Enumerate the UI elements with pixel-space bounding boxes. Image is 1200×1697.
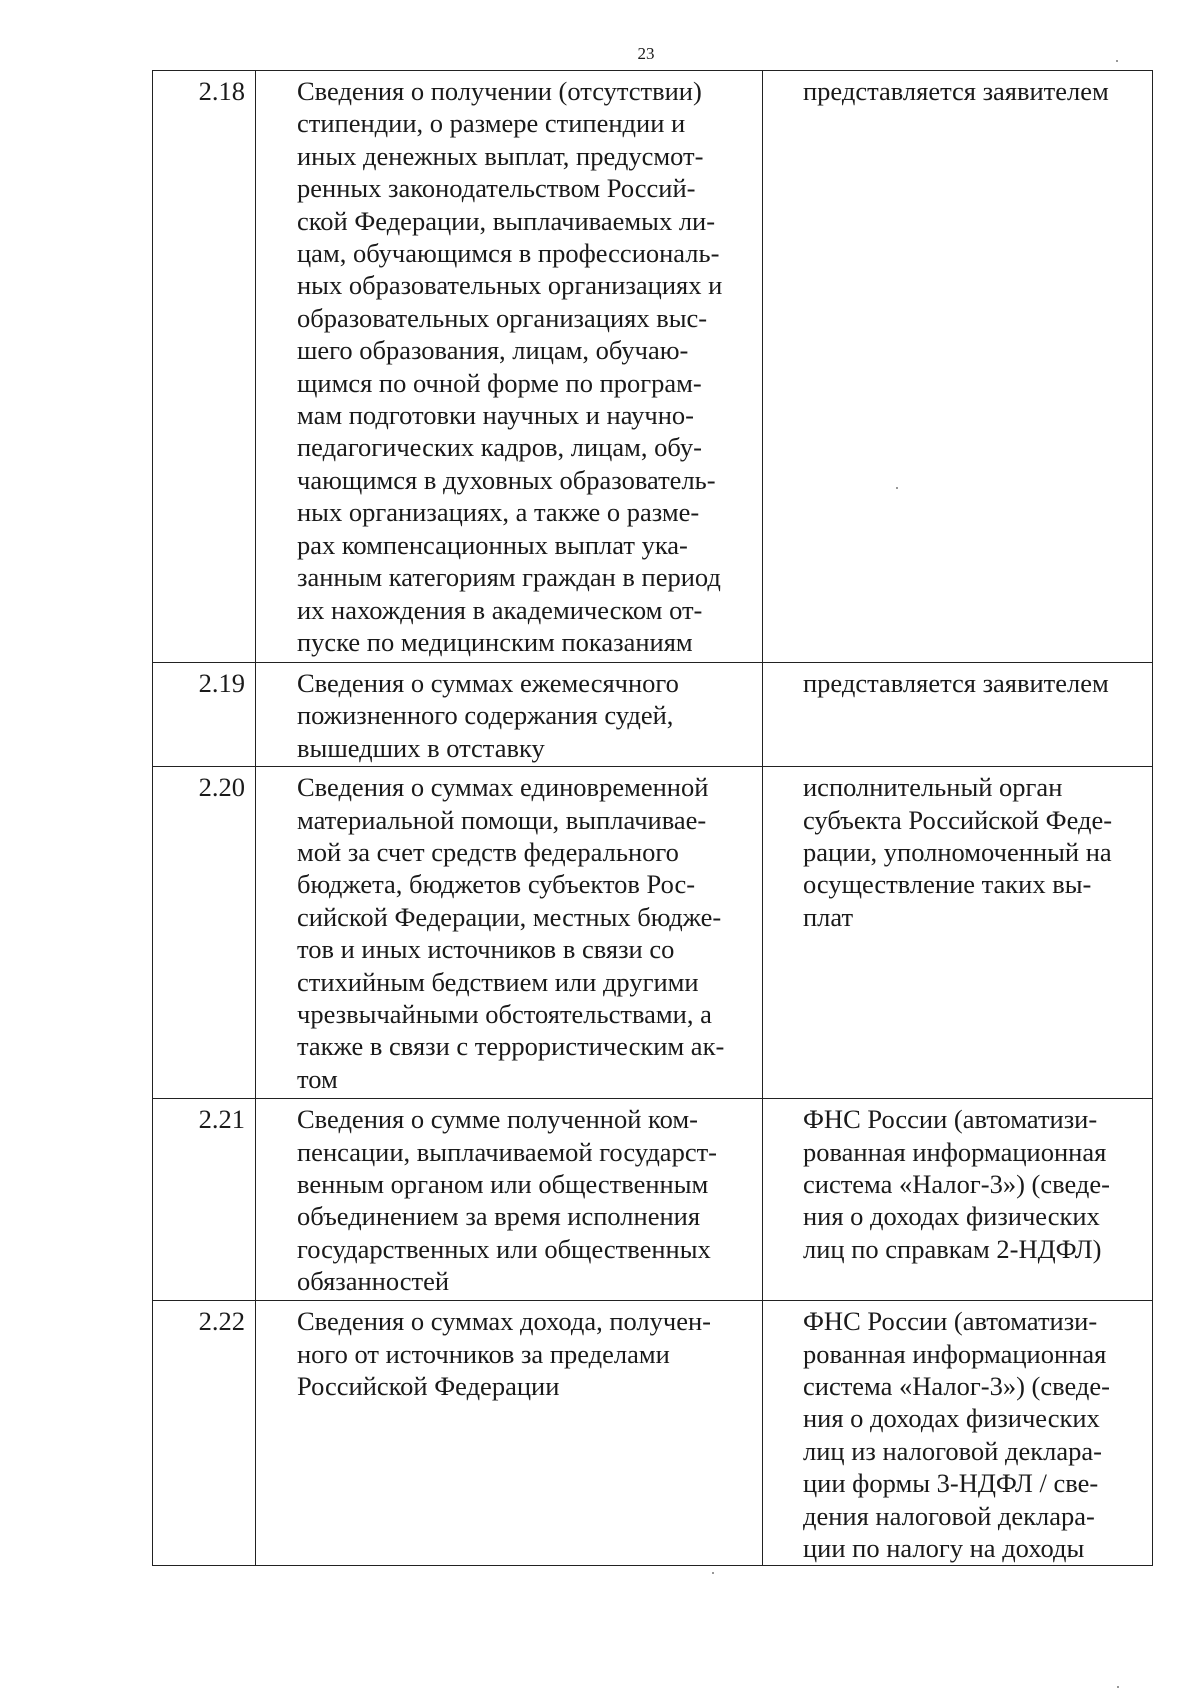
row-description [256,71,763,663]
text-line: бюджета, бюджетов субъектов Рос- [297,869,696,900]
scan-speck [896,487,898,489]
text-line: государственных или общественных [297,1233,711,1264]
text-line: стипендии, о размере стипендии и [297,108,686,139]
row-source [763,767,1153,1099]
row-source [763,663,1153,767]
text-line: обязанностей [297,1266,450,1297]
text-line: цам, обучающимся в профессиональ- [297,238,720,269]
text-line: чрезвычайными обстоятельствами, а [297,999,712,1030]
text-line: рах компенсационных выплат ука- [297,529,688,560]
text-line: ции формы 3-НДФЛ / све- [803,1468,1099,1499]
text-line: осуществление таких вы- [803,869,1092,900]
text-line: ния о доходах физических [803,1201,1100,1232]
text-line: Российской Федерации [297,1371,560,1402]
table-row [153,1301,1153,1566]
text-line: ской Федерации, выплачиваемых ли- [297,205,716,236]
text-line: иных денежных выплат, предусмот- [297,140,704,171]
text-line: также в связи с террористическим ак- [297,1031,725,1062]
text-line: мам подготовки научных и научно- [297,400,694,431]
text-line: венным органом или общественным [297,1169,709,1200]
text-line: занным категориям граждан в период [297,562,721,593]
text-line: представляется заявителем [803,668,1109,698]
text-line: рации, уполномоченный на [803,837,1112,868]
row-number: 2.20 [153,767,256,1099]
text-line: педагогических кадров, лицам, обу- [297,432,702,463]
text-line: Сведения о получении (отсутствии) [297,76,702,106]
text-line: ФНС России (автоматизи- [803,1104,1098,1135]
text-line: их нахождения в академическом от- [297,594,703,625]
table-row [153,663,1153,767]
row-source [763,1099,1153,1301]
text-line: рованная информационная [803,1136,1107,1167]
table-row [153,767,1153,1099]
row-description [256,663,763,767]
text-line: пенсации, выплачиваемой государст- [297,1136,717,1167]
text-line: сийской Федерации, местных бюдже- [297,901,722,932]
text-line: тов и иных источников в связи со [297,934,675,965]
text-line: Сведения о суммах единовременной [297,772,709,803]
text-line: ции по налогу на доходы [803,1533,1085,1564]
text-line: ния о доходах физических [803,1403,1100,1434]
row-number: 2.21 [153,1099,256,1301]
text-line: лиц из налоговой деклара- [803,1435,1102,1466]
table-row [153,1099,1153,1301]
row-description [256,767,763,1099]
row-number: 2.19 [153,663,256,767]
row-source [763,1301,1153,1566]
text-line: пуске по медицинским показаниям [297,626,693,657]
row-number: 2.18 [153,71,256,663]
row-source [763,71,1153,663]
text-line: система «Налог-3») (сведе- [803,1169,1110,1200]
text-line: плат [803,901,854,932]
text-line: субъекта Российской Феде- [803,804,1113,835]
text-line: представляется заявителем [803,76,1109,106]
text-line: том [297,1063,338,1094]
text-line: шего образования, лицам, обучаю- [297,335,689,366]
text-line: рованная информационная [803,1338,1107,1369]
data-sources-table [152,70,1153,1566]
text-line: стихийным бедствием или другими [297,966,699,997]
text-line: дения налоговой деклара- [803,1500,1095,1531]
text-line: Сведения о сумме полученной ком- [297,1104,698,1135]
text-line: образовательных организациях выс- [297,302,708,333]
text-line: исполнительный орган [803,772,1063,803]
text-line: ренных законодательством Россий- [297,173,696,204]
row-description [256,1099,763,1301]
text-line: ФНС России (автоматизи- [803,1306,1098,1337]
row-description [256,1301,763,1566]
text-line: пожизненного содержания судей, [297,700,674,731]
text-line: лиц по справкам 2-НДФЛ) [803,1233,1102,1264]
text-line: вышедших в отставку [297,732,545,763]
table-row [153,71,1153,663]
page-number: 23 [637,44,655,63]
text-line: объединением за время исполнения [297,1201,701,1232]
text-line: ных образовательных организациях и [297,270,723,301]
text-line: Сведения о суммах дохода, получен- [297,1306,711,1337]
text-line: материальной помощи, выплачивае- [297,804,707,835]
scan-speck [1116,60,1118,62]
text-line: мой за счет средств федерального [297,837,679,868]
scan-speck [1117,1686,1119,1688]
scan-speck [712,1572,714,1574]
text-line: ных организациях, а также о разме- [297,497,700,528]
text-line: ного от источников за пределами [297,1338,670,1369]
text-line: щимся по очной форме по програм- [297,367,702,398]
text-line: система «Налог-3») (сведе- [803,1371,1110,1402]
text-line: чающимся в духовных образователь- [297,464,716,495]
text-line: Сведения о суммах ежемесячного [297,668,679,698]
row-number: 2.22 [153,1301,256,1566]
